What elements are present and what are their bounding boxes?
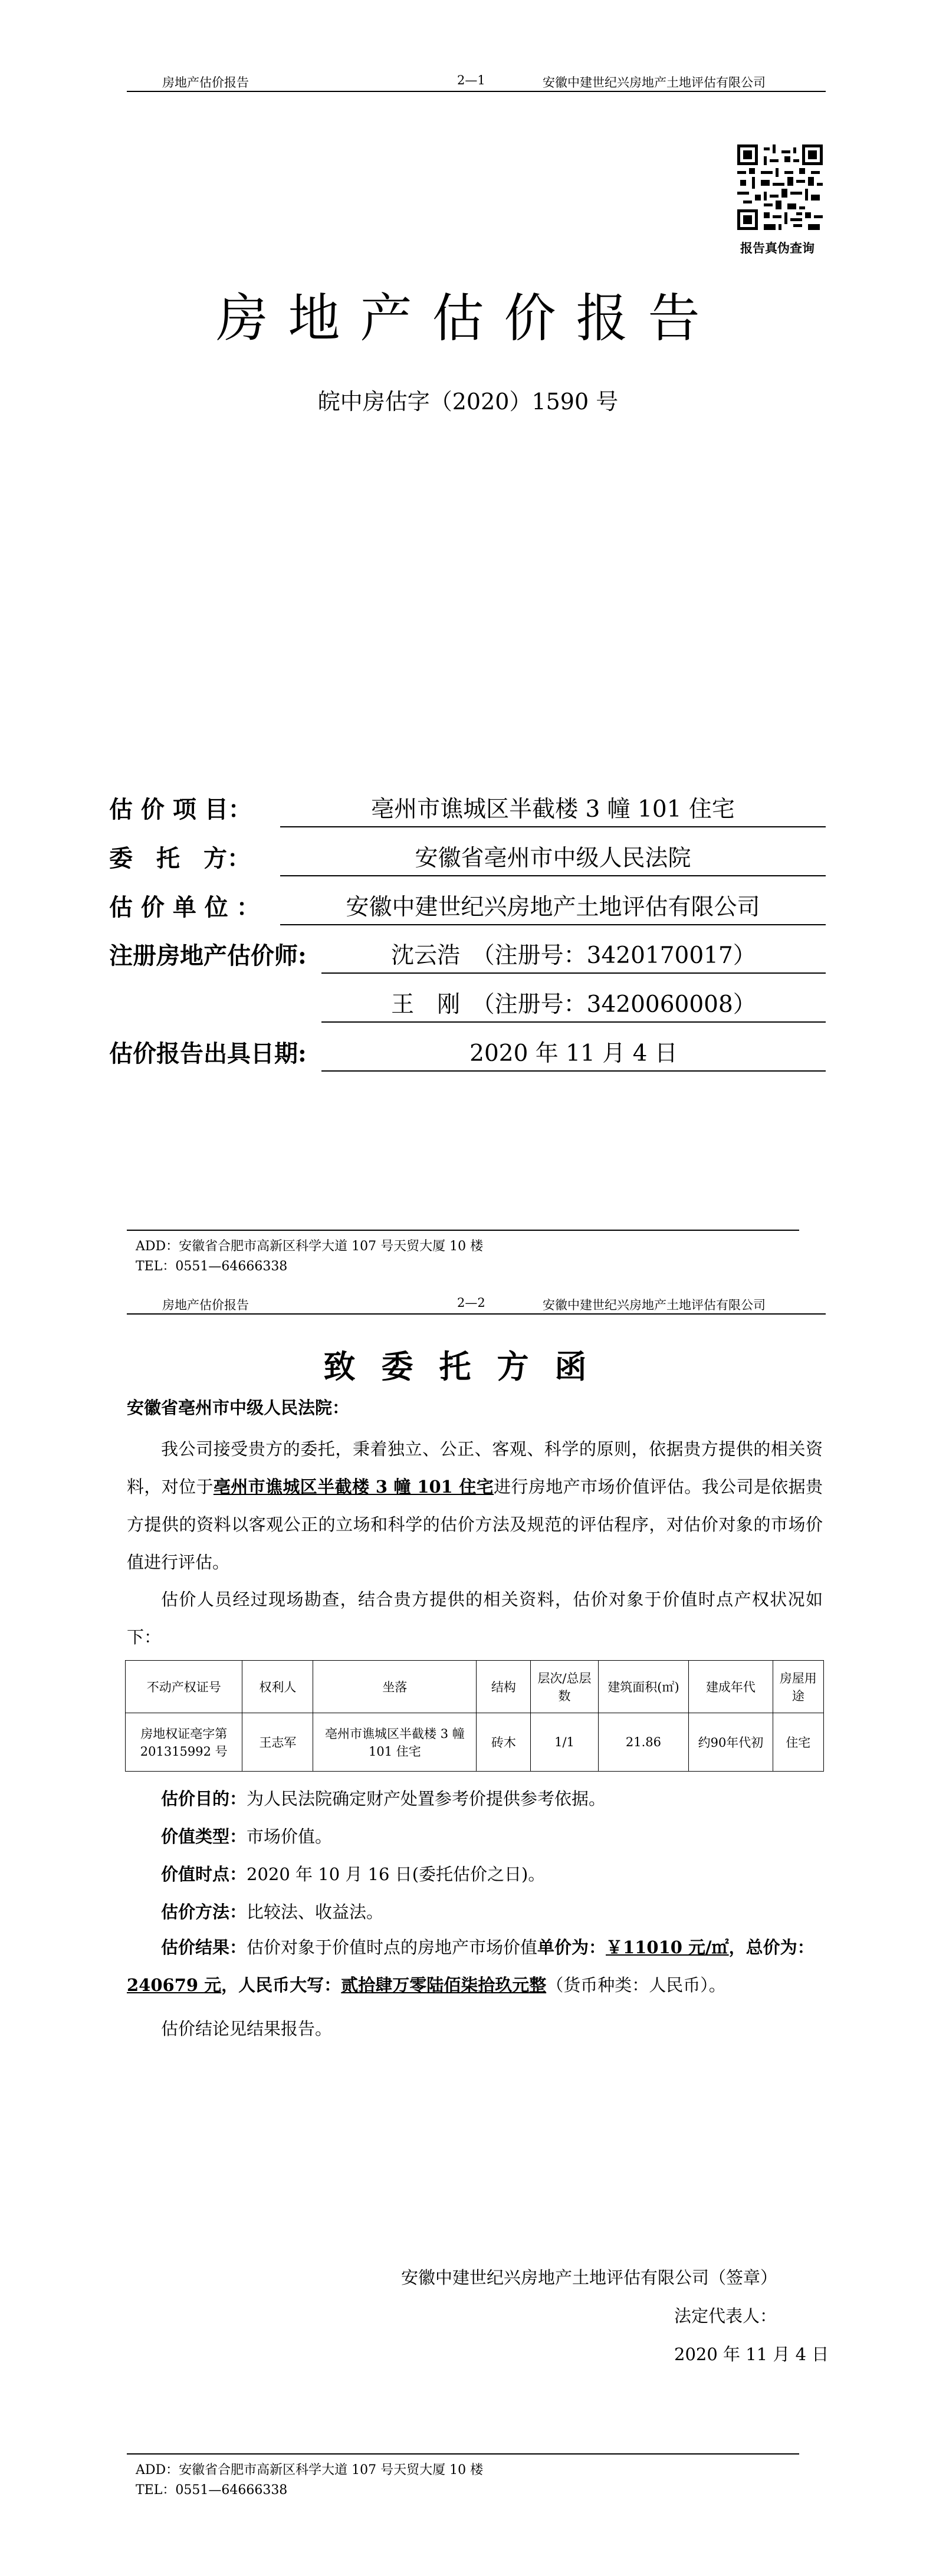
p1-text-tail: 进行房地产市场价值评估。我公司是依据贵方提供的资料以客观公正的立场和科学的估价方法及规范的评估程序，对估价对象的市场价值进行评估。 bbox=[127, 1477, 823, 1572]
total-label: ，总价为： bbox=[728, 1937, 815, 1957]
field-label: 估价报告出具日期: bbox=[109, 1040, 307, 1067]
field-label: 注册房地产估价师: bbox=[109, 942, 307, 970]
table-header-row bbox=[126, 1661, 824, 1713]
item-key: 价值时点： bbox=[161, 1864, 247, 1884]
see-report-note: 估价结论见结果报告。 bbox=[161, 2019, 333, 2039]
currency-note: （货币种类：人民币）。 bbox=[546, 1975, 726, 1995]
header-company: 安徽中建世纪兴房地产土地评估有限公司 bbox=[543, 75, 766, 90]
rmb-label: ，人民币大写： bbox=[221, 1975, 341, 1995]
report-title: 房地产估价报告 bbox=[216, 288, 720, 349]
item-value: 比较法、收益法。 bbox=[247, 1902, 384, 1922]
table-cell: 住宅 bbox=[773, 1713, 823, 1772]
item-value: 为人民法院确定财产处置参考价提供参考依据。 bbox=[247, 1789, 606, 1809]
field-value: 亳州市谯城区半截楼 3 幢 101 住宅 bbox=[280, 793, 826, 827]
field-value: 2020 年 11 月 4 日 bbox=[321, 1037, 826, 1072]
item-method bbox=[161, 1900, 383, 1924]
table-header: 坐落 bbox=[313, 1661, 477, 1713]
addressee: 安徽省亳州市中级人民法院： bbox=[127, 1398, 350, 1418]
field-value: 安徽中建世纪兴房地产土地评估有限公司 bbox=[280, 891, 826, 925]
table-cell: 约90年代初 bbox=[689, 1713, 773, 1772]
appraisal-result bbox=[127, 1928, 823, 2004]
item-key: 估价方法： bbox=[161, 1902, 247, 1922]
signature-company: 安徽中建世纪兴房地产土地评估有限公司（签章） bbox=[401, 2268, 778, 2288]
qr-caption: 报告真伪查询 bbox=[740, 241, 815, 255]
item-value: 市场价值。 bbox=[247, 1826, 333, 1846]
table-row bbox=[126, 1713, 824, 1772]
p1-text: 我公司接受贵方的委托，秉着独立、公正、客观、科学的原则，依据贵方提供的相关资料，对位于 bbox=[127, 1439, 823, 1497]
footer-tel: TEL：0551—64666338 bbox=[136, 1259, 288, 1274]
table-header: 建成年代 bbox=[689, 1661, 773, 1713]
table-cell: 砖木 bbox=[477, 1713, 531, 1772]
signature-date: 2020 年 11 月 4 日 bbox=[674, 2344, 829, 2364]
header-left: 房地产估价报告 bbox=[162, 1298, 249, 1312]
property-table bbox=[125, 1660, 824, 1772]
header-left: 房地产估价报告 bbox=[162, 75, 249, 90]
unit-price-label: 单价为： bbox=[537, 1937, 606, 1957]
page-footer bbox=[127, 2453, 799, 2501]
header-page-number: 2—1 bbox=[457, 73, 485, 87]
table-header: 建筑面积(㎡) bbox=[598, 1661, 689, 1713]
unit-price: ￥11010 元/㎡ bbox=[606, 1937, 729, 1957]
item-value: 2020 年 10 月 16 日(委托估价之日)。 bbox=[247, 1864, 546, 1884]
letter-paragraph-2: 估价人员经过现场勘查，结合贵方提供的相关资料，估价对象于价值时点产权状况如下： bbox=[127, 1589, 823, 1647]
legal-representative: 法定代表人： bbox=[674, 2306, 777, 2326]
header-page-number: 2—2 bbox=[457, 1296, 485, 1310]
table-header: 结构 bbox=[477, 1661, 531, 1713]
field-value: 安徽省亳州市中级人民法院 bbox=[280, 842, 826, 876]
field-value: 王 刚 （注册号：3420060008） bbox=[321, 988, 826, 1023]
footer-divider bbox=[127, 2453, 799, 2455]
p1-property: 亳州市谯城区半截楼 3 幢 101 住宅 bbox=[213, 1477, 494, 1497]
field-label: 委 托 方： bbox=[109, 845, 251, 872]
field-label: 估 价 项 目： bbox=[109, 796, 252, 823]
footer-address: ADD：安徽省合肥市高新区科学大道 107 号天贸大厦 10 楼 bbox=[136, 1239, 484, 1254]
item-value-date bbox=[161, 1862, 545, 1886]
table-cell: 王志军 bbox=[242, 1713, 313, 1772]
result-key: 估价结果： bbox=[161, 1937, 247, 1957]
table-cell: 亳州市谯城区半截楼 3 幢 101 住宅 bbox=[313, 1713, 477, 1772]
table-header: 层次/总层数 bbox=[531, 1661, 598, 1713]
total-price: 240679 元 bbox=[127, 1975, 222, 1995]
field-value: 沈云浩 （注册号：3420170017） bbox=[321, 939, 826, 974]
page-header bbox=[127, 72, 826, 92]
result-text: 估价对象于价值时点的房地产市场价值 bbox=[247, 1937, 538, 1957]
table-cell: 1/1 bbox=[531, 1713, 598, 1772]
page-header bbox=[127, 1294, 826, 1315]
footer-divider bbox=[127, 1230, 799, 1231]
table-cell: 21.86 bbox=[598, 1713, 689, 1772]
item-purpose bbox=[161, 1787, 606, 1811]
item-value-type bbox=[161, 1825, 332, 1848]
footer-tel: TEL：0551—64666338 bbox=[136, 2483, 288, 2498]
qr-code-icon[interactable] bbox=[737, 144, 823, 230]
footer-address: ADD：安徽省合肥市高新区科学大道 107 号天贸大厦 10 楼 bbox=[136, 2463, 484, 2478]
letter-title: 致委托方函 bbox=[323, 1348, 613, 1385]
header-company: 安徽中建世纪兴房地产土地评估有限公司 bbox=[543, 1298, 766, 1312]
report-number: 皖中房估字（2020）1590 号 bbox=[317, 389, 619, 415]
field-label: 估 价 单 位 ： bbox=[109, 893, 260, 921]
table-header: 房屋用途 bbox=[773, 1661, 823, 1713]
page-footer bbox=[127, 1230, 799, 1277]
item-key: 估价目的： bbox=[161, 1789, 247, 1809]
report-cover-page bbox=[0, 0, 936, 1274]
table-header: 权利人 bbox=[242, 1661, 313, 1713]
table-header: 不动产权证号 bbox=[126, 1661, 242, 1713]
letter-paragraph-1 bbox=[127, 1430, 823, 1581]
rmb-amount: 贰拾肆万零陆佰柒拾玖元整 bbox=[341, 1975, 547, 1995]
item-key: 价值类型： bbox=[161, 1826, 247, 1846]
table-cell: 房地权证亳字第 201315992 号 bbox=[126, 1713, 242, 1772]
